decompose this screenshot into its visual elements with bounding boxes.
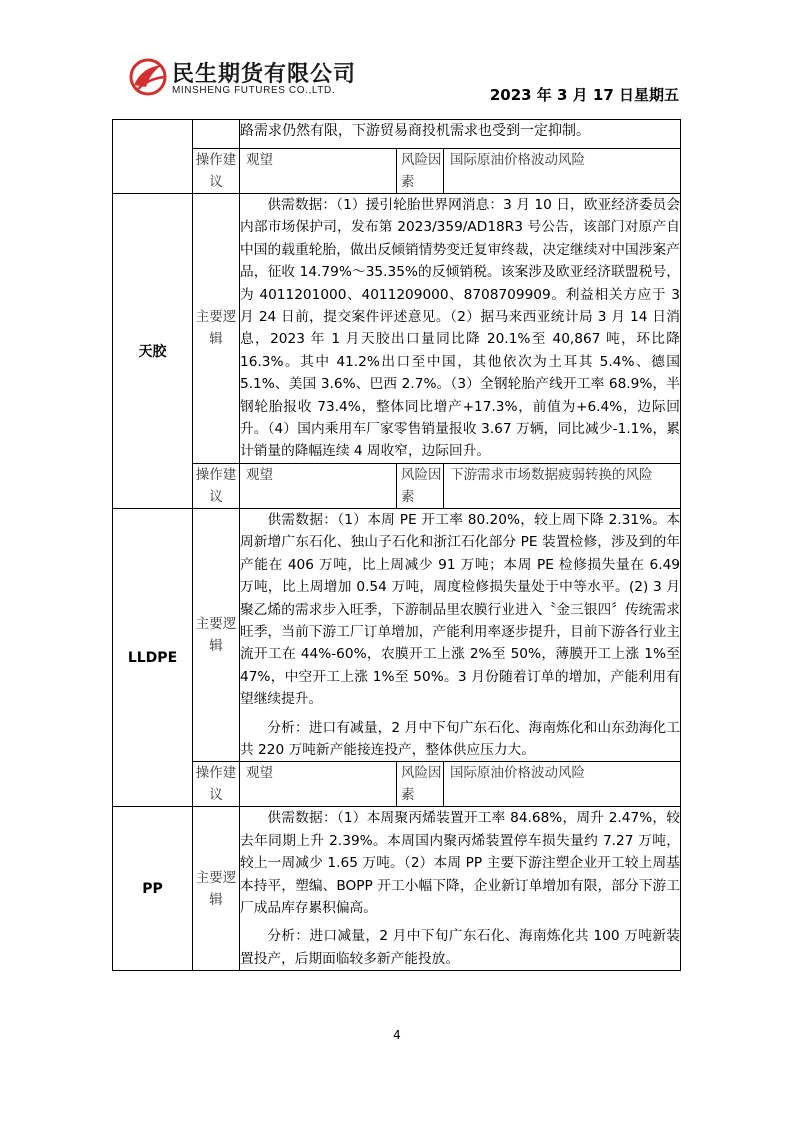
- company-logo: [128, 55, 368, 100]
- table-row: [113, 149, 681, 194]
- commodity-table: [112, 119, 681, 971]
- op-label: 操作建议: [193, 762, 240, 807]
- op-value: 观望: [246, 765, 273, 782]
- risk-value: 国际原油价格波动风险: [450, 152, 585, 168]
- page-number: 4: [393, 1028, 401, 1042]
- table-row: [113, 463, 681, 508]
- table-row: [113, 508, 681, 761]
- table-row: [113, 762, 681, 807]
- risk-value: 下游需求市场数据疲弱转换的风险: [450, 466, 653, 483]
- logic-label: 主要逻辑: [193, 508, 240, 761]
- pp-logic-text: 供需数据：（1）本周聚丙烯装置开工率 84.68%，周升 2.47%，较去年同期上升 2.39%。本周国内聚丙烯装置停车损失量约 7.27 万吨，较上一周减少 1.65 万吨。（2）本周 PP 主要下游注塑企业开工较上周基本持平，塑编、BOPP 开工小幅下降，企业新订单增加有限，部分下游工厂成品库存累积偏高。: [240, 810, 680, 916]
- risk-label: 风险因素: [397, 762, 444, 806]
- risk-value: 国际原油价格波动风险: [450, 765, 585, 782]
- pp-analysis-text: 分析：进口减量，2 月中下旬广东石化、海南炼化共 100 万吨新装置投产，后期面临较多新产能投放。: [240, 928, 680, 967]
- category-pp: PP: [113, 807, 193, 971]
- logic-label: 主要逻辑: [193, 194, 240, 464]
- risk-label: 风险因素: [397, 464, 444, 508]
- category-lldpe: LLDPE: [113, 508, 193, 806]
- report-date: 2023 年 3 月 17 日星期五: [489, 86, 679, 104]
- rubber-logic-text: 供需数据：（1）援引轮胎世界网消息：3 月 10 日，欧亚经济委员会内部市场保护司，发布第 2023/359/AD18R3 号公告，该部门对原产自中国的载重轮胎，做出反倾销情势变迁复审终裁，决定继续对中国涉案产品，征收 14.79%～35.35%的反倾销税。该案涉及欧亚经济联盟税号，为 4011201000、4011209000、8708709909。利益相关方应于 3 月 24 日前，提交案件评述意见。（2）据马来西亚统计局 3 月 14 日消息，2023 年 1 月天胶出口量同比降 20.1%至 40,867 吨，环比降 16.3%。其中 41.2%出口至中国，其他依次为土耳其 5.4%、德国 5.1%、美国 3.6%、巴西 2.7%。（3）全钢轮胎产线开工率 68.9%，半钢轮胎报收 73.4%，整体同比增产+17.3%，前值为+6.4%，边际回升。（4）国内乘用车厂家零售销量报收 3.67 万辆，同比减少-1.1%，累计销量的降幅连续 4 周收窄，边际回升。: [240, 197, 680, 460]
- op-value: 观望: [246, 152, 273, 168]
- company-name-en: MINSHENG FUTURES CO.,LTD.: [172, 85, 336, 96]
- minsheng-logo-icon: [128, 57, 168, 97]
- risk-label: 风险因素: [397, 149, 444, 193]
- logic-label: 主要逻辑: [193, 807, 240, 971]
- op-label: 操作建议: [193, 149, 240, 194]
- table-row: [113, 807, 681, 971]
- company-name-cn: 民生期货有限公司: [172, 62, 357, 87]
- op-label: 操作建议: [193, 463, 240, 508]
- prev-category-cell: [113, 120, 193, 194]
- lldpe-analysis-text: 分析：进口有减量，2 月中下旬广东石化、海南炼化和山东劲海化工共 220 万吨新产能接连投产，整体供应压力大。: [240, 719, 680, 758]
- op-value: 观望: [246, 466, 273, 483]
- continuation-text: 路需求仍然有限，下游贸易商投机需求也受到一定抑制。: [240, 120, 681, 149]
- lldpe-logic-text: 供需数据：（1）本周 PE 开工率 80.20%，较上周下降 2.31%。本周新增广东石化、独山子石化和浙江石化部分 PE 装置检修，涉及到的年产能在 406 万吨，比上周减少 91 万吨；本周 PE 检修损失量在 6.49 万吨，比上周增加 0.54 万吨，周度检修损失量处于中等水平。(2) 3 月聚乙烯的需求步入旺季，下游制品里农膜行业进入〝金三银四〞传统需求旺季，当前下游工厂订单增加，产能利用率逐步提升，目前下游各行业主流开工在 44%-60%，农膜开工上涨 2%至 50%，薄膜开工上涨 1%至 47%，中空开工上涨 1%至 50%。3 月份随着订单的增加，产能利用有望继续提升。: [240, 511, 680, 708]
- category-rubber: 天胶: [113, 194, 193, 509]
- table-row: [113, 120, 681, 149]
- table-row: [113, 194, 681, 464]
